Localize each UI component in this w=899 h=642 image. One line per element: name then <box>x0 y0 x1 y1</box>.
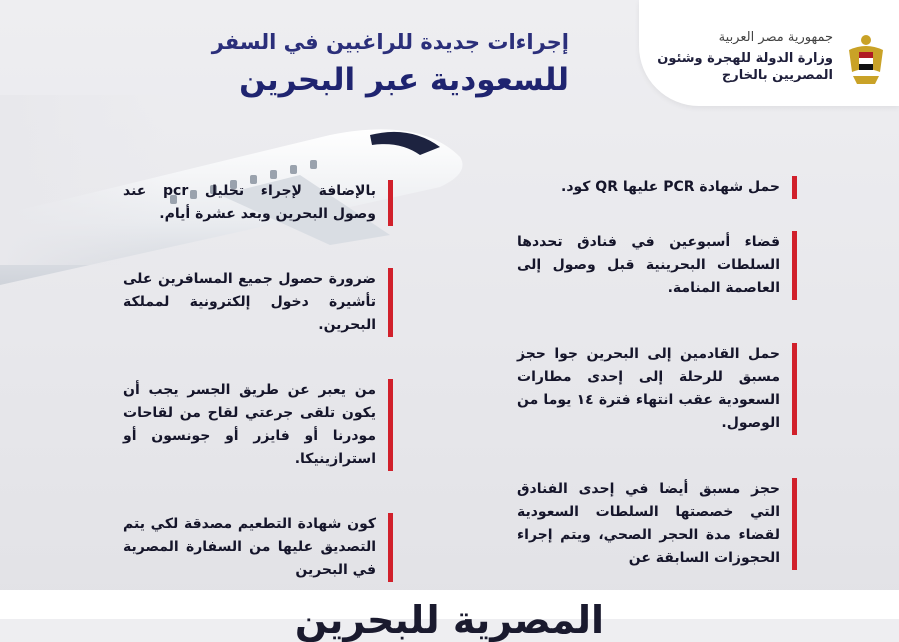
item-text: ضرورة حصول جميع المسافرين على تأشيرة دخول إلكترونية لمملكة البحرين. <box>123 271 376 333</box>
list-item <box>123 180 393 226</box>
page-title-line2: للسعودية عبر البحرين <box>239 62 569 98</box>
page-title-line1: إجراءات جديدة للراغبين في السفر <box>211 30 569 54</box>
list-item <box>123 268 393 337</box>
item-text: كون شهادة التطعيم مصدقة لكي يتم التصديق عليها من السفارة المصرية في البحرين <box>123 516 376 578</box>
list-item <box>517 176 797 199</box>
item-text: قضاء أسبوعين في فنادق تحددها السلطات البحرينية قبل وصول إلى العاصمة المنامة. <box>517 234 780 296</box>
item-text: حمل القادمين إلى البحرين جوا حجز مسبق للرحلة إلى إحدى مطارات السعودية عقب انتهاء فترة ١٤ يوما من الوصول. <box>517 346 780 431</box>
footer-strip <box>0 590 899 642</box>
list-item <box>123 379 393 471</box>
item-text: بالإضافة لإجراء تحليل pcr عند وصول البحرين وبعد عشرة أيام. <box>123 183 376 222</box>
list-item <box>517 343 797 435</box>
list-item <box>517 478 797 570</box>
eagle-emblem-icon <box>847 32 885 88</box>
country-name: جمهورية مصر العربية <box>718 30 833 45</box>
item-text: حجز مسبق أيضا في إحدى الفنادق التي خصصتها السلطات السعودية لقضاء مدة الحجر الصحي، ويتم إجراء الحجوزات السابقة عن <box>517 481 780 566</box>
list-item <box>123 513 393 582</box>
list-item <box>517 231 797 300</box>
item-text: من يعبر عن طريق الجسر يجب أن يكون تلقى جرعتي لقاح من لقاحات مودرنا أو فايزر أو جونسون أو استرازينيكا. <box>123 382 376 467</box>
ministry-header-card <box>639 0 899 106</box>
footer-text: المصرية للبحرين <box>294 598 605 642</box>
ministry-name: وزارة الدولة للهجرة وشئون المصريين بالخارج <box>657 51 833 83</box>
item-text: حمل شهادة PCR عليها QR كود. <box>561 179 780 195</box>
